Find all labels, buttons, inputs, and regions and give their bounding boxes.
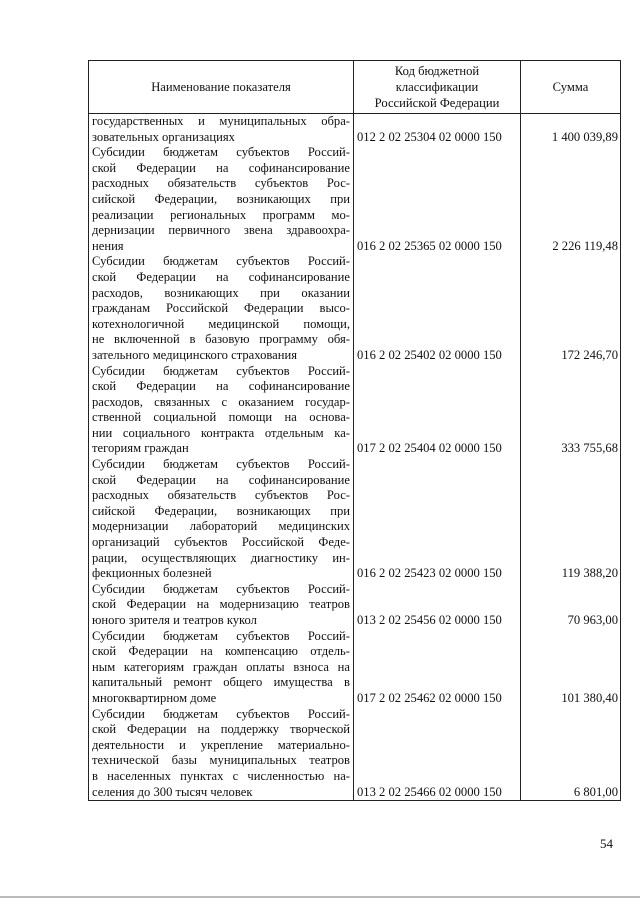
indicator-name-cell [89,364,354,458]
indicator-name-cell [89,707,354,801]
table-row [89,145,621,254]
header-code-line: Код бюджетной [394,64,480,78]
indicator-name-line: Субсидии бюджетам субъектов Россий- [92,628,350,643]
sum-cell: 2 226 119,48 [521,145,621,254]
indicator-name-line: ской Федерации на софинансирование [92,379,350,394]
indicator-name-line: не включенной в базовую программу обя- [92,332,350,347]
indicator-name-cell [89,145,354,254]
budget-code-cell: 017 2 02 25404 02 0000 150 [354,364,521,458]
indicator-name-line: государственных и муниципальных обра- [92,114,350,128]
indicator-name-line: расходов, связанных с оказанием государ- [92,394,350,409]
indicator-name-line: модернизации лабораторий медицинских [92,519,350,534]
indicator-name-line: Субсидии бюджетам субъектов Россий- [92,457,350,472]
header-indicator-name: Наименование показателя [89,61,354,114]
indicator-name-line: многоквартирном доме [92,690,217,705]
indicator-name-line: тегориям граждан [92,441,189,456]
indicator-name-line: гражданам Российской Федерации высо- [92,301,350,316]
indicator-name-line: дернизации первичного звена здравоохра- [92,223,350,238]
indicator-name-line: расходных обязательств субъектов Рос- [92,176,350,191]
indicator-name-line: Субсидии бюджетам субъектов Россий- [92,706,350,721]
indicator-name-cell [89,629,354,707]
indicator-name-line: реализации региональных программ мо- [92,207,350,222]
indicator-name-line: Субсидии бюджетам субъектов Россий- [92,363,350,378]
sum-cell: 119 388,20 [521,457,621,582]
sum-cell: 101 380,40 [521,629,621,707]
budget-code-cell: 016 2 02 25365 02 0000 150 [354,145,521,254]
table-row [89,114,621,146]
budget-code-cell: 013 2 02 25456 02 0000 150 [354,582,521,629]
header-code-line: классификации [395,80,479,94]
sum-cell: 333 755,68 [521,364,621,458]
indicator-name-line: ской Федерации на поддержку творческой [92,722,350,737]
indicator-name-line: сийской Федерации, возникающих при [92,503,350,518]
table-row [89,457,621,582]
indicator-name-line: Субсидии бюджетам субъектов Россий- [92,145,350,160]
indicator-name-line: капитальный ремонт общего имущества в [92,675,350,690]
indicator-name-line: ской Федерации на компенсацию отдель- [92,644,350,659]
sum-cell: 1 400 039,89 [521,114,621,146]
sum-cell: 6 801,00 [521,707,621,801]
indicator-name-line: ской Федерации на софинансирование [92,269,350,284]
table-row [89,364,621,458]
indicator-name-line: в населенных пунктах с численностью на- [92,768,350,783]
indicator-name-line: селения до 300 тысяч человек [92,784,253,799]
indicator-name-cell [89,254,354,363]
budget-code-cell: 013 2 02 25466 02 0000 150 [354,707,521,801]
indicator-name-line: организаций субъектов Российской Феде- [92,535,350,550]
indicator-name-line: рации, осуществляющих диагностику ин- [92,550,350,565]
indicator-name-line: технической базы муниципальных театров [92,753,350,768]
indicator-name-line: сийской Федерации, возникающих при [92,191,350,206]
scan-edge-line [0,896,640,898]
header-sum: Сумма [521,61,621,114]
budget-table [88,60,621,801]
indicator-name-cell [89,582,354,629]
indicator-name-line: зовательных организациях [92,129,235,144]
indicator-name-line: расходов, возникающих при оказании [92,285,350,300]
table-header [89,61,621,114]
indicator-name-line: деятельности и укрепление материально- [92,737,350,752]
indicator-name-line: котехнологичной медицинской помощи, [92,316,350,331]
indicator-name-line: ской Федерации на модернизацию театров [92,597,350,612]
budget-code-cell: 016 2 02 25402 02 0000 150 [354,254,521,363]
table-row [89,629,621,707]
indicator-name-line: нии социального контракта отдельным ка- [92,425,350,440]
table-row [89,254,621,363]
budget-code-cell: 017 2 02 25462 02 0000 150 [354,629,521,707]
indicator-name-line: ской Федерации на софинансирование [92,160,350,175]
table-row [89,582,621,629]
indicator-name-line: ственной социальной помощи на основа- [92,410,350,425]
indicator-name-line: расходных обязательств субъектов Рос- [92,488,350,503]
sum-cell: 172 246,70 [521,254,621,363]
indicator-name-line: Субсидии бюджетам субъектов Россий- [92,254,350,269]
header-code-line: Российской Федерации [374,96,500,110]
header-budget-code [354,61,521,114]
indicator-name-line: зательного медицинского страхования [92,347,298,362]
indicator-name-line: ным категориям граждан оплаты взноса на [92,659,350,674]
table-body [89,114,621,801]
indicator-name-line: фекционных болезней [92,566,212,581]
indicator-name-line: Субсидии бюджетам субъектов Россий- [92,581,350,596]
indicator-name-line: нения [92,238,124,253]
page-number: 54 [600,836,613,851]
indicator-name-cell [89,457,354,582]
indicator-name-cell [89,114,354,146]
budget-code-cell: 016 2 02 25423 02 0000 150 [354,457,521,582]
table-row [89,707,621,801]
budget-code-cell: 012 2 02 25304 02 0000 150 [354,114,521,146]
sum-cell: 70 963,00 [521,582,621,629]
indicator-name-line: ской Федерации на софинансирование [92,472,350,487]
indicator-name-line: юного зрителя и театров кукол [92,613,257,627]
